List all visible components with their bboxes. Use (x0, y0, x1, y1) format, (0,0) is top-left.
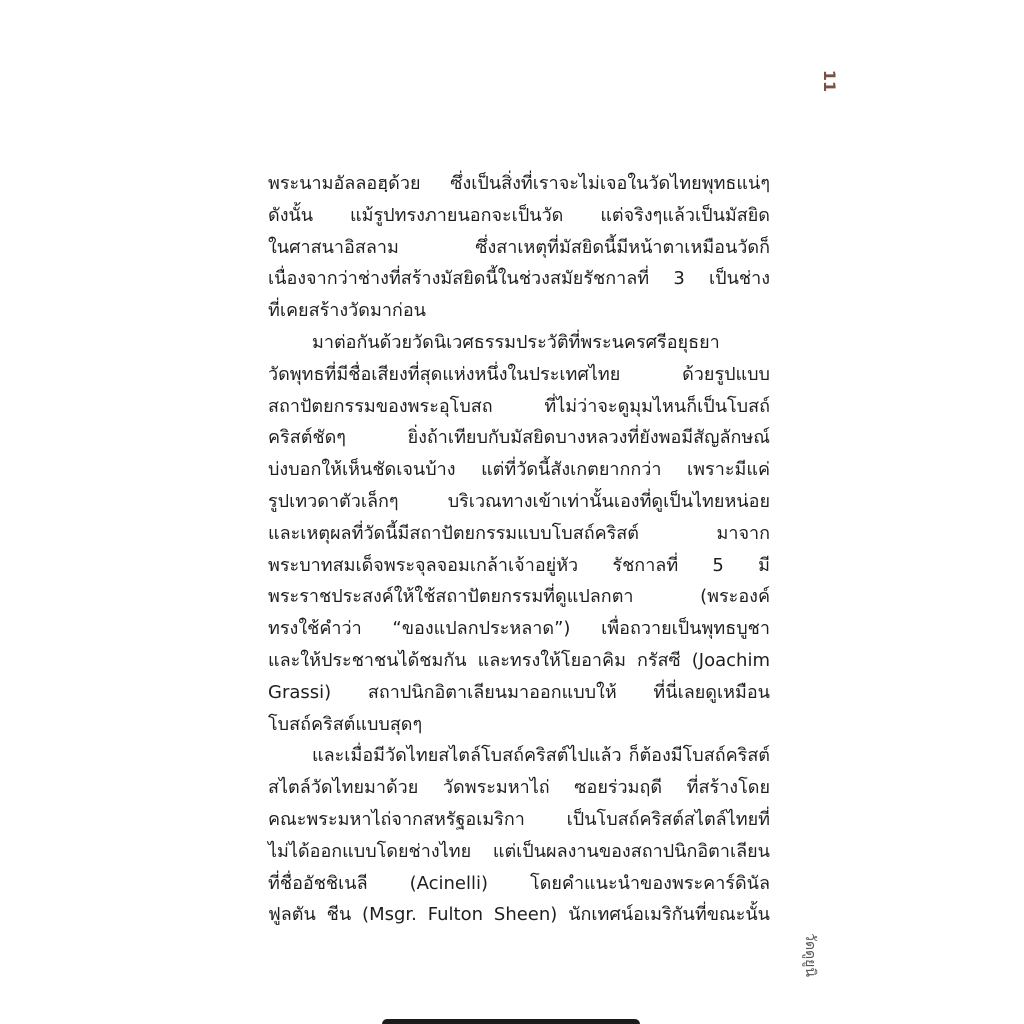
text-line: มาต่อกันด้วยวัดนิเวศธรรมประวัติที่พระนครศรีอยุธยา (312, 331, 720, 353)
text-line: พระบาทสมเด็จพระจุลจอมเกล้าเจ้าอยู่หัว รัชกาลที่ 5 มี (268, 554, 770, 576)
text-line: ที่เคยสร้างวัดมาก่อน (268, 300, 426, 322)
text-line: และเหตุผลที่วัดนี้มีสถาปัตยกรรมแบบโบสถ์คริสต์ มาจาก (268, 522, 770, 544)
text-line: สถาปัตยกรรมของพระอุโบสถ ที่ไม่ว่าจะดูมุมไหนก็เป็นโบสถ์ (268, 395, 770, 417)
text-line: ดังนั้น แม้รูปทรงภายนอกจะเป็นวัด แต่จริงๆแล้วเป็นมัสยิด (268, 204, 770, 226)
text-line: และเมื่อมีวัดไทยสไตล์โบสถ์คริสต์ไปแล้ว ก็ต้องมีโบสถ์คริสต์ (312, 745, 770, 767)
text-line: ฟูลตัน ชีน (Msgr. Fulton Sheen) นักเทศน์อเมริกันที่ขณะนั้น (268, 904, 770, 926)
text-line: พระนามอัลลอฮฺด้วย ซึ่งเป็นสิ่งที่เราจะไม่เจอในวัดไทยพุทธแน่ๆ (268, 173, 770, 194)
text-line: ไม่ได้ออกแบบโดยช่างไทย แต่เป็นผลงานของสถาปนิกอิตาเลียน (268, 840, 770, 862)
text-line: บ่งบอกให้เห็นชัดเจนบ้าง แต่ที่วัดนี้สังเกตยากกว่า เพราะมีแค่ (268, 459, 770, 481)
text-line: ในศาสนาอิสลาม ซึ่งสาเหตุที่มัสยิดนี้มีหน้าตาเหมือนวัดก็ (268, 236, 770, 258)
text-line: และให้ประชาชนได้ชมกัน และทรงให้โยอาคิม กรัสซี (Joachim (268, 649, 770, 671)
text-line: สไตล์วัดไทยมาด้วย วัดพระมหาไถ่ ซอยร่วมฤดี ที่สร้างโดย (268, 777, 770, 799)
body-text (268, 168, 770, 931)
page-number: 11 (820, 69, 839, 93)
running-title: วัดดูยูนิ (802, 933, 818, 977)
text-line: วัดพุทธที่มีชื่อเสียงที่สุดแห่งหนึ่งในประเทศไทย ด้วยรูปแบบ (268, 363, 770, 385)
text-line: คณะพระมหาไถ่จากสหรัฐอเมริกา เป็นโบสถ์คริสต์สไตล์ไทยที่ (268, 808, 770, 830)
text-line: ที่ชื่ออัชชิเนลี (Acinelli) โดยคำแนะนำของพระคาร์ดินัล (268, 872, 770, 894)
text-line: รูปเทวดาตัวเล็กๆ บริเวณทางเข้าเท่านั้นเองที่ดูเป็นไทยหน่อย (268, 490, 770, 512)
text-line: Grassi) สถาปนิกอิตาเลียนมาออกแบบให้ ที่นี่เลยดูเหมือน (268, 681, 770, 703)
text-line: โบสถ์คริสต์แบบสุดๆ (268, 713, 423, 735)
text-line: ทรงใช้คำว่า “ของแปลกประหลาด”) เพื่อถวายเป็นพุทธบูชา (268, 618, 770, 640)
text-line: พระราชประสงค์ให้ใช้สถาปัตยกรรมที่ดูแปลกตา (พระองค์ (268, 586, 770, 608)
text-line: เนื่องจากว่าช่างที่สร้างมัสยิดนี้ในช่วงสมัยรัชกาลที่ 3 เป็นช่าง (268, 268, 770, 290)
scroll-indicator[interactable] (382, 1019, 640, 1024)
text-line: คริสต์ชัดๆ ยิ่งถ้าเทียบกับมัสยิดบางหลวงที่ยังพอมีสัญลักษณ์ (268, 427, 770, 449)
